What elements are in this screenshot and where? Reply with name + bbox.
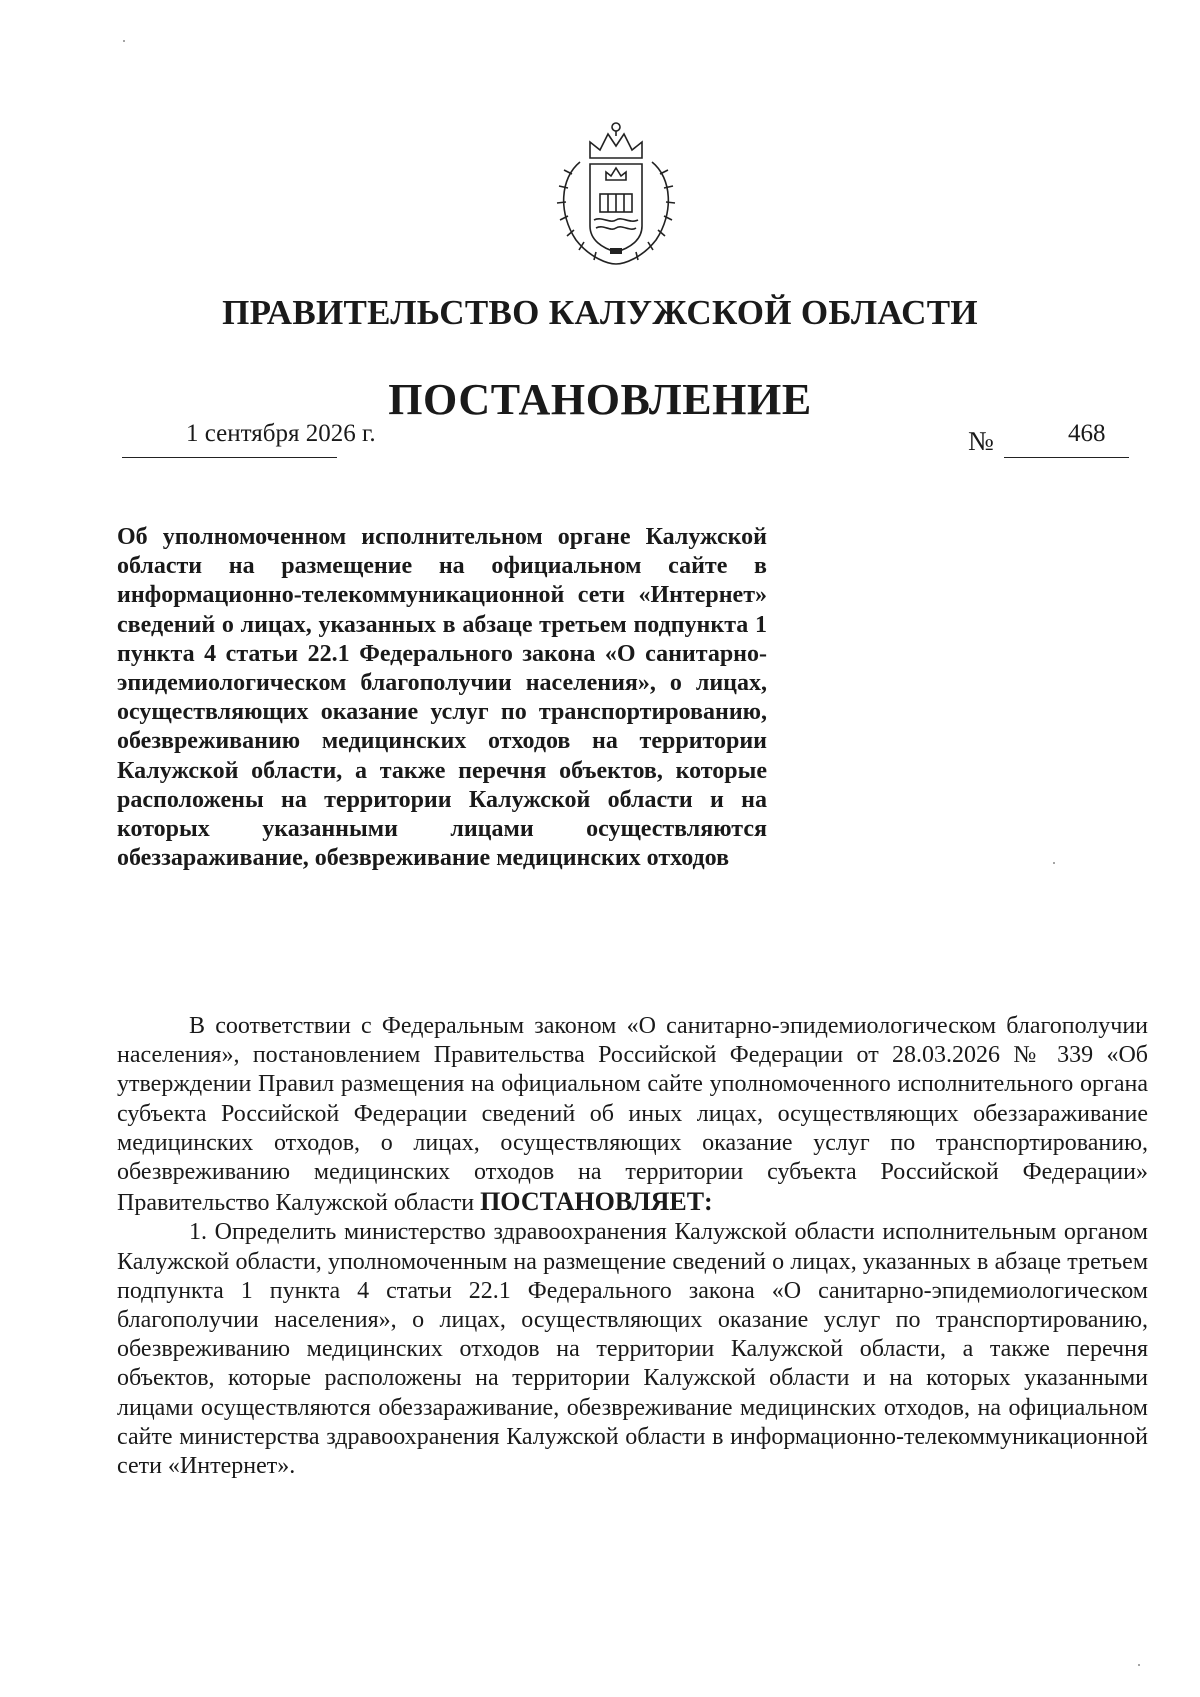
document-type: ПОСТАНОВЛЕНИЕ [388,375,812,424]
scan-speck [1138,1664,1140,1666]
date-underline [122,457,337,458]
document-date: 1 сентября 2026 г. [186,420,376,447]
preamble-paragraph [117,1012,1148,1218]
clause-1: 1. Определить министерство здравоохранения Калужской области исполнительным органом Калужской области, уполномоченным на размещение сведений о лицах, указанных в абзаце третьем подпункта 1 пункта 4 статьи 22.1 Федерального закона «О санитарно-эпидемиологическом благополучии населения», о лицах, осуществляющих оказание услуг по транспортированию, обезвреживанию медицинских отходов на территории Калужской области, а также перечня объектов, которые расположены на территории Калужской области и на которых указанными лицами осуществляются обеззараживание, обезвреживание медицинских отходов, на официальном сайте министерства здравоохранения Калужской области в информационно-телекоммуникационной сети «Интернет». [117,1219,1148,1480]
coat-of-arms-icon [550,118,682,268]
scan-speck [1053,862,1055,864]
document-body [117,1012,1148,1481]
organization-name: ПРАВИТЕЛЬСТВО КАЛУЖСКОЙ ОБЛАСТИ [222,293,978,332]
document-number: 468 [1068,420,1106,447]
number-underline [1004,457,1129,458]
resolves-word: ПОСТАНОВЛЯЕТ: [480,1187,713,1217]
preamble-text: В соответствии с Федеральным законом «О санитарно-эпидемиологическом благополучии населения», постановлением Правительства Российской Федерации от 28.03.2026 № 339 «Об утверждении Правил размещения на официальном сайте уполномоченного исполнительного органа субъекта Российской Федерации сведений об иных лицах, осуществляющих обеззараживание медицинских отходов, о лицах, осуществляющих оказание услуг по транспортированию, обезвреживанию медицинских отходов на территории субъекта Российской Федерации» Правительство Калужской области [117,1013,1148,1217]
document-title: Об уполномоченном исполнительном органе Калужской области на размещение на официальном сайте в информационно-телекоммуникационной сети «Интернет» сведений о лицах, указанных в абзаце третьем подпункта 1 пункта 4 статьи 22.1 Федерального закона «О санитарно-эпидемиологическом благополучии населения», о лицах, осуществляющих оказание услуг по транспортированию, обезвреживанию медицинских отходов на территории Калужской области, а также перечня объектов, которые расположены на территории Калужской области и на которых указанными лицами осуществляются обеззараживание, обезвреживание медицинских отходов [117,524,767,872]
scan-speck [123,40,125,42]
number-sign: № [968,426,994,456]
